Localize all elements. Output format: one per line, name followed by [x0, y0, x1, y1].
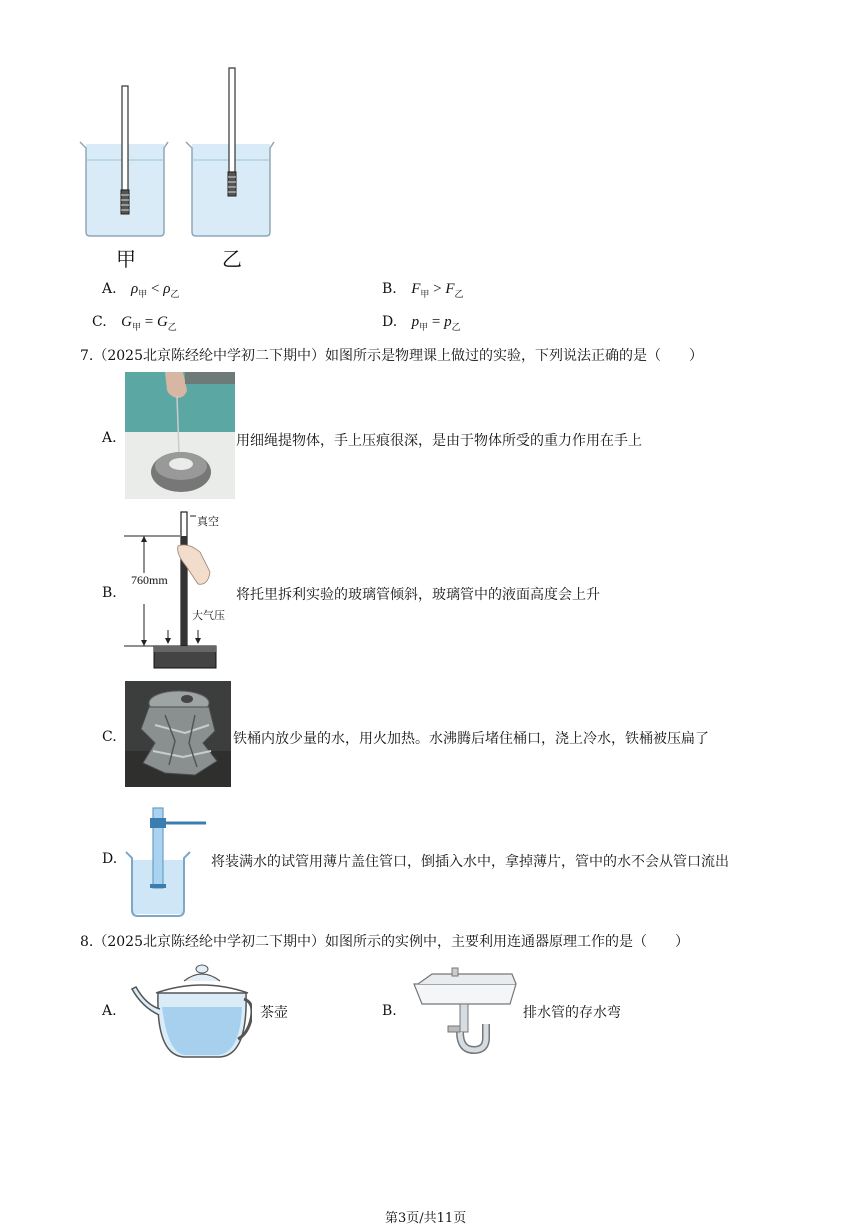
option-formula	[412, 314, 461, 330]
q7-option-a-text: 用细绳提物体，手上压痕很深，是由于物体所受的重力作用在手上	[236, 433, 642, 449]
formula-rhs: p	[444, 314, 452, 330]
formula-rhs-sub: 乙	[167, 322, 177, 332]
beaker-yi	[186, 68, 274, 236]
formula-rhs-sub: 乙	[170, 289, 180, 299]
page-footer: 第3页/共11页	[385, 1211, 467, 1226]
option-letter: D.	[382, 314, 398, 330]
beaker-label-jia: 甲	[116, 247, 136, 271]
formula-lhs: ρ	[131, 281, 139, 297]
formula-op: =	[144, 314, 154, 330]
q7-option-b-letter[interactable]: B.	[102, 585, 117, 601]
formula-rhs: G	[156, 314, 168, 330]
lift-weight-photo	[125, 372, 235, 499]
formula-rhs-sub: 乙	[454, 289, 464, 299]
formula-rhs: F	[445, 281, 455, 297]
q7-option-c-text: 铁桶内放少量的水，用火加热。水沸腾后堵住桶口，浇上冷水，铁桶被压扁了	[233, 731, 709, 747]
formula-lhs: p	[411, 314, 420, 330]
option-letter: C.	[92, 314, 107, 330]
sink-trap-figure	[412, 966, 518, 1058]
option-letter: B.	[382, 281, 397, 297]
q8-option-a-letter[interactable]: A.	[102, 1003, 117, 1019]
formula-lhs-sub: 甲	[131, 322, 141, 332]
formula-rhs-sub: 乙	[451, 322, 461, 332]
q7-option-a-letter[interactable]: A.	[102, 430, 117, 446]
formula-op: >	[433, 281, 442, 297]
q6-option-b[interactable]	[382, 281, 464, 300]
formula-lhs: F	[411, 281, 421, 297]
q7-option-d-text: 将装满水的试管用薄片盖住管口，倒插入水中，拿掉薄片，管中的水不会从管口流出	[211, 854, 729, 870]
torricelli-figure	[124, 508, 236, 670]
formula-lhs: G	[121, 314, 132, 330]
option-formula	[131, 281, 179, 297]
q8-option-b-text: 排水管的存水弯	[523, 1005, 621, 1021]
q8-option-b-letter[interactable]: B.	[382, 1003, 397, 1019]
option-letter: A.	[102, 281, 117, 297]
formula-lhs-sub: 甲	[420, 289, 430, 299]
q6-option-d[interactable]	[382, 314, 461, 333]
formula-lhs-sub: 甲	[138, 289, 148, 299]
torricelli-height-label: 760mm	[131, 573, 168, 587]
formula-op: <	[150, 281, 160, 297]
q7-option-d-letter[interactable]: D.	[102, 851, 118, 867]
q7-option-c-letter[interactable]: C.	[102, 729, 117, 745]
torricelli-vacuum-label: 真空	[197, 515, 219, 528]
q6-option-a[interactable]	[102, 281, 179, 300]
formula-rhs: ρ	[163, 281, 171, 297]
teapot-figure	[128, 959, 252, 1063]
beaker-label-yi: 乙	[222, 247, 242, 271]
q6-option-c[interactable]	[92, 314, 177, 333]
inverted-tube-figure	[124, 800, 210, 920]
beaker-jia	[80, 86, 168, 236]
option-formula	[411, 281, 463, 297]
q8-option-a-text: 茶壶	[260, 1005, 288, 1021]
q7-option-b-text: 将托里拆利实验的玻璃管倾斜，玻璃管中的液面高度会上升	[236, 587, 600, 603]
formula-lhs-sub: 甲	[419, 322, 429, 332]
torricelli-air-label: 大气压	[192, 609, 225, 622]
crushed-can-photo	[125, 681, 231, 787]
beakers-figure	[76, 64, 286, 274]
q7-title: 7.（2025北京陈经纶中学初二下期中）如图所示是物理课上做过的实验，下列说法正确的是（ ）	[80, 348, 703, 364]
formula-op: =	[431, 314, 441, 330]
option-formula	[121, 314, 177, 330]
q8-title: 8.（2025北京陈经纶中学初二下期中）如图所示的实例中，主要利用连通器原理工作的是（ ）	[80, 934, 689, 950]
